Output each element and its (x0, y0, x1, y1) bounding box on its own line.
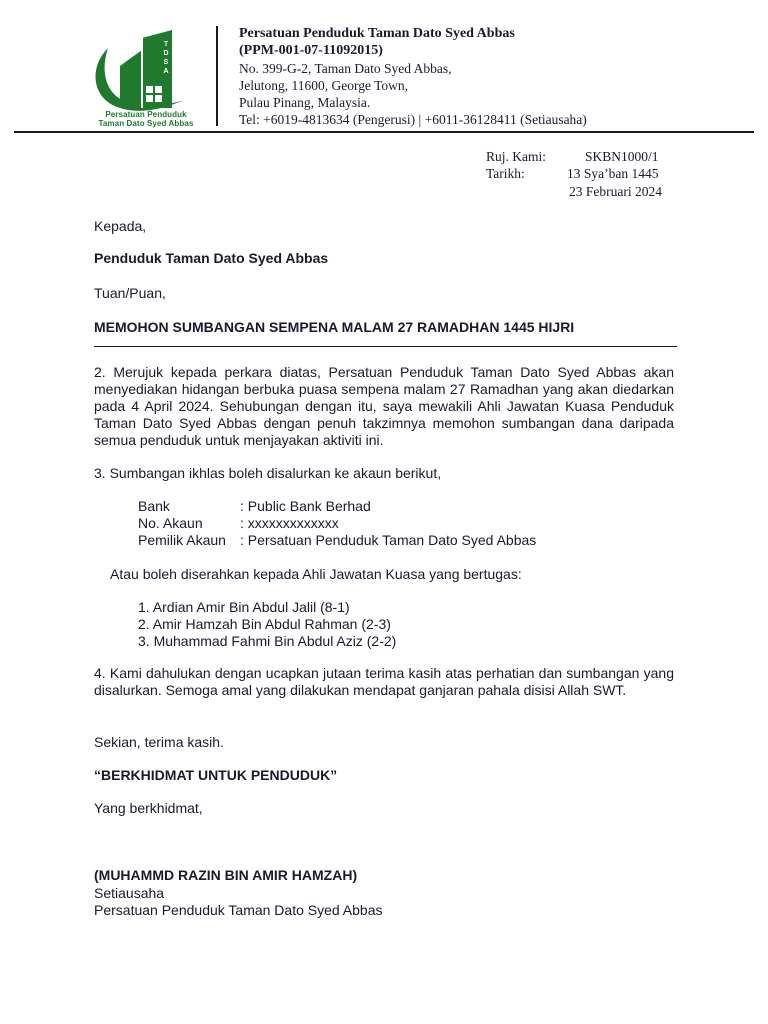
logo-caption-line2: Taman Dato Syed Abbas (98, 119, 194, 128)
phone-line: Tel: +6019-4813634 (Pengerusi) | +6011-36128411 (Setiausaha) (239, 112, 587, 127)
logo-letter: T (163, 41, 169, 48)
logo-caption-line1: Persatuan Penduduk (105, 110, 187, 119)
date-gregorian: 23 Februari 2024 (569, 184, 662, 199)
org-reg-no: (PPM-001-07-11092015) (239, 43, 383, 58)
paragraph-4: 4. Kami dahulukan dengan ucapkan jutaan terima kasih atas perhatian dan sumbangan yang disalurkan. Semoga amal yang dilakukan mendapat ganjaran pahala disisi Allah SWT. (94, 665, 674, 698)
org-name: Persatuan Penduduk Taman Dato Syed Abbas (239, 26, 515, 41)
logo-letter: S (163, 59, 169, 66)
letterhead-horizontal-rule (14, 131, 754, 133)
committee-member-1: 1. Ardian Amir Bin Abdul Jalil (8-1) (138, 599, 350, 615)
subject-title: MEMOHON SUMBANGAN SEMPENA MALAM 27 RAMADHAN 1445 HIJRI (94, 319, 575, 335)
letterhead-vertical-divider (216, 26, 218, 126)
address-line-3: Pulau Pinang, Malaysia. (239, 95, 371, 110)
subject-underline (94, 346, 677, 347)
bank-value: : Public Bank Berhad (240, 498, 371, 514)
logo-building-left (120, 50, 142, 108)
account-value: : xxxxxxxxxxxxx (240, 515, 339, 531)
alternative-text: Atau boleh diserahkan kepada Ahli Jawatan Kuasa yang bertugas: (110, 566, 522, 582)
ref-value: SKBN1000/1 (585, 149, 659, 164)
account-label: No. Akaun (138, 515, 203, 531)
recipient: Penduduk Taman Dato Syed Abbas (94, 250, 329, 266)
signatory-name: (MUHAMMD RAZIN BIN AMIR HAMZAH) (94, 867, 358, 883)
greeting: Tuan/Puan, (94, 285, 166, 301)
committee-member-2: 2. Amir Hamzah Bin Abdul Rahman (2-3) (138, 616, 391, 632)
signatory-title: Setiausaha (94, 885, 165, 901)
bank-label: Bank (138, 498, 170, 514)
owner-value: : Persatuan Penduduk Taman Dato Syed Abbas (240, 532, 537, 548)
motto: “BERKHIDMAT UNTUK PENDUDUK” (94, 767, 338, 783)
committee-member-3: 3. Muhammad Fahmi Bin Abdul Aziz (2-2) (138, 633, 397, 649)
date-label: Tarikh: (486, 166, 525, 181)
paragraph-3: 3. Sumbangan ikhlas boleh disalurkan ke akaun berikut, (94, 465, 442, 481)
address-line-1: No. 399-G-2, Taman Dato Syed Abbas, (239, 61, 452, 76)
paragraph-2: 2. Merujuk kepada perkara diatas, Persatuan Penduduk Taman Dato Syed Abbas akan menyediakan hidangan berbuka puasa sempena malam 27 Ramadhan yang akan diedarkan pada 4 April 2024. Sehubungan dengan itu, saya mewakili Ahli Jawatan Kuasa Penduduk Taman Dato Syed Abbas dengan penuh takzimnya memohon sumbangan dana daripada semua penduduk untuk menjayakan aktiviti ini. (94, 364, 674, 448)
date-hijri: 13 Sya’ban 1445 (567, 166, 659, 181)
logo-letter: A (163, 68, 169, 75)
sign-off: Yang berkhidmat, (94, 800, 203, 816)
closing: Sekian, terima kasih. (94, 734, 224, 750)
signatory-org: Persatuan Penduduk Taman Dato Syed Abbas (94, 902, 383, 918)
logo-letter: D (163, 50, 169, 57)
ref-label: Ruj. Kami: (486, 149, 546, 164)
salutation-to: Kepada, (94, 218, 147, 234)
address-line-2: Jelutong, 11600, George Town, (239, 78, 409, 93)
owner-label: Pemilik Akaun (138, 532, 226, 548)
